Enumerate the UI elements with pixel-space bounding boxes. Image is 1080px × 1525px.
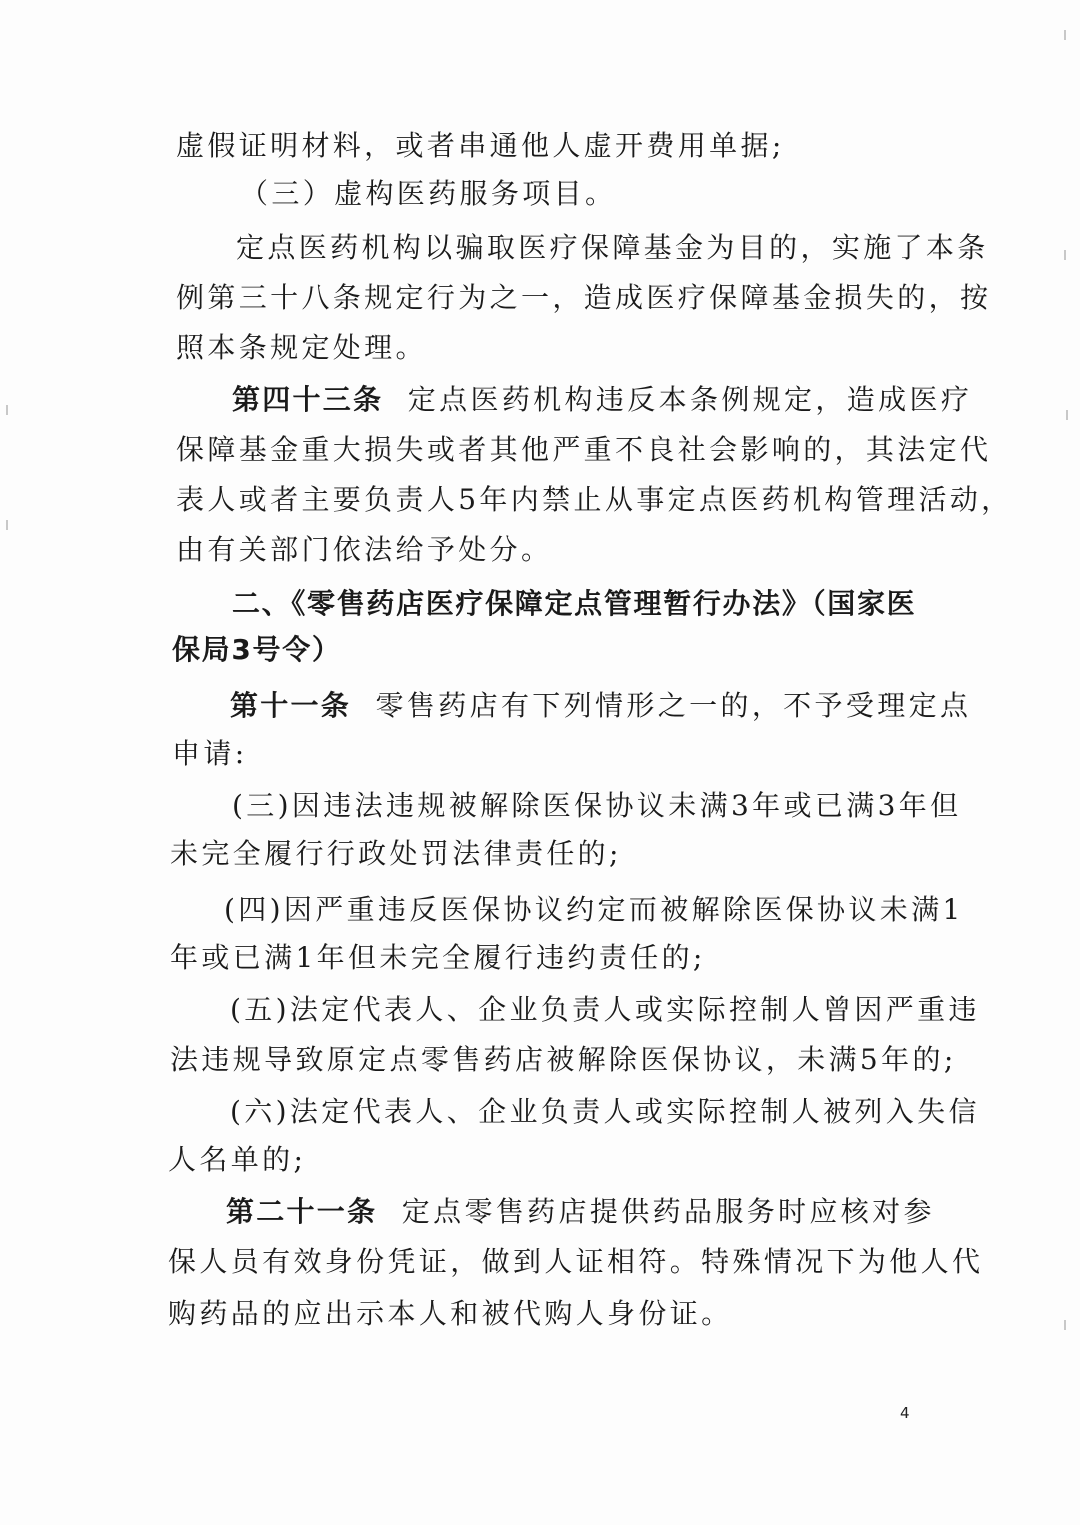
text-line: 法违规导致原定点零售药店被解除医保协议，未满5年的; [170, 1043, 957, 1076]
text-line: 由有关部门依法给予处分。 [176, 533, 553, 566]
text-line: (六)法定代表人、企业负责人或实际控制人被列入失信 [230, 1095, 980, 1128]
scan-mark [1064, 30, 1066, 40]
scan-mark [1066, 410, 1068, 420]
text-line: 例第三十八条规定行为之一，造成医疗保障基金损失的，按 [176, 281, 992, 314]
text-line: 虚假证明材料，或者串通他人虚开费用单据; [176, 129, 785, 162]
section-heading: 二、《零售药店医疗保障定点管理暂行办法》（国家医 [232, 587, 917, 620]
article-11-line: 第十一条 零售药店有下列情形之一的，不予受理定点 [230, 689, 972, 722]
text-line: 人名单的; [168, 1143, 307, 1176]
text-line: （三）虚构医药服务项目。 [240, 177, 617, 210]
article-43-label: 第四十三条 [232, 383, 384, 416]
article-21-label: 第二十一条 [226, 1195, 378, 1228]
scan-mark [1064, 250, 1066, 260]
text-line: (五)法定代表人、企业负责人或实际控制人曾因严重违 [230, 993, 980, 1026]
text-line: 年或已满1年但未完全履行违约责任的; [170, 941, 706, 974]
text-line: (四)因严重违反医保协议约定而被解除医保协议未满1 [224, 893, 964, 926]
article-43-line: 第四十三条 定点医药机构违反本条例规定，造成医疗 [232, 383, 973, 416]
text-line: 未完全履行行政处罚法律责任的; [170, 837, 622, 870]
scan-mark [1064, 1320, 1066, 1330]
text-line: 照本条规定处理。 [176, 331, 427, 364]
article-21-line: 第二十一条 定点零售药店提供药品服务时应核对参 [226, 1195, 935, 1228]
text-line: 定点医药机构以骗取医疗保障基金为目的，实施了本条 [236, 231, 989, 264]
text-line: 申请: [172, 737, 248, 770]
page-number: 4 [900, 1404, 910, 1422]
text-line: 保障基金重大损失或者其他严重不良社会影响的，其法定代 [176, 433, 992, 466]
text-line: 表人或者主要负责人5年内禁止从事定点医药机构管理活动， [176, 483, 1013, 516]
text-line: 保人员有效身份凭证，做到人证相符。特殊情况下为他人代 [168, 1245, 984, 1278]
scan-mark [6, 520, 8, 530]
section-heading-cont: 保局3号令） [172, 633, 342, 666]
scan-mark [6, 405, 8, 415]
article-11-label: 第十一条 [230, 689, 351, 722]
text-line: 购药品的应出示本人和被代购人身份证。 [168, 1297, 733, 1330]
text-line: (三)因违法违规被解除医保协议未满3年或已满3年但 [232, 789, 962, 822]
